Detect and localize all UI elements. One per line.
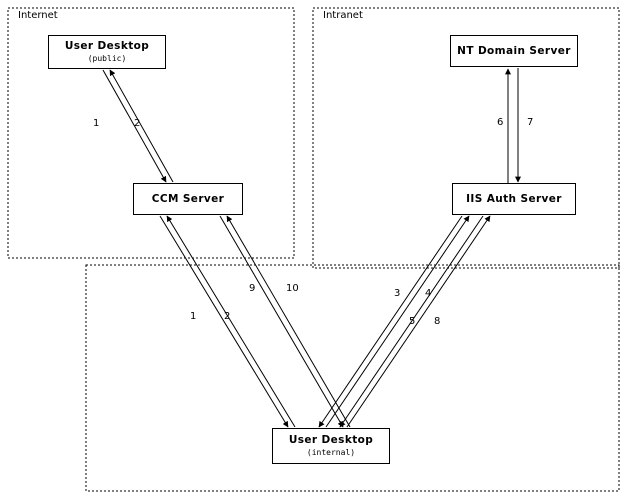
node-title: User Desktop: [288, 434, 374, 446]
node-user-desktop-public[interactable]: [48, 35, 166, 69]
node-user-desktop-internal[interactable]: [272, 428, 390, 464]
internet-zone-label: Internet: [18, 10, 58, 21]
node-iis-auth-server[interactable]: [452, 183, 576, 215]
edge-label-8: 8: [434, 316, 441, 327]
node-title: User Desktop: [64, 40, 150, 52]
node-subtitle: (public): [87, 54, 127, 63]
edge-label-2-internal: 2: [224, 311, 231, 322]
edge-label-3: 3: [394, 288, 401, 299]
edge-label-5: 5: [409, 316, 416, 327]
edge-label-1-public: 1: [93, 118, 100, 129]
edge-label-1-internal: 1: [190, 311, 197, 322]
node-title: IIS Auth Server: [466, 192, 562, 205]
node-title: CCM Server: [151, 192, 225, 205]
link-iis-internal-desktop: [319, 216, 490, 427]
node-ccm-server[interactable]: [133, 183, 243, 215]
edge-label-10: 10: [286, 283, 299, 294]
link-ntdomain-iis: [508, 68, 518, 183]
edge-label-2-public: 2: [134, 118, 141, 129]
link-ccm-internal-desktop: [160, 216, 350, 427]
intranet-zone-label: Intranet: [323, 10, 363, 21]
node-nt-domain-server[interactable]: [450, 35, 578, 67]
edge-label-6: 6: [497, 117, 504, 128]
node-subtitle: (internal): [306, 448, 356, 457]
edge-label-9: 9: [249, 283, 256, 294]
node-title: NT Domain Server: [457, 44, 571, 57]
edge-label-7: 7: [527, 117, 534, 128]
edge-label-4: 4: [425, 288, 432, 299]
